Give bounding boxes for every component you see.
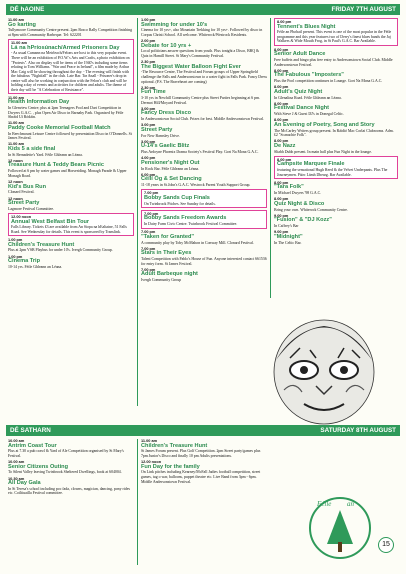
event-title: Quiz Night & Disco <box>274 200 325 207</box>
event-time: 8.00 pm <box>274 118 289 123</box>
event-time: 12 noon <box>8 196 23 201</box>
event-title: Céilí Óg & Set Dancing <box>141 176 202 183</box>
event-title: Paddy Cooke Memorial Football Match <box>8 124 111 131</box>
event-listing <box>141 210 267 229</box>
event-description: Talent Competition with Pablo's House of Fun. Anyone interested contact 661536 for entry form. St James Festival. <box>141 257 267 266</box>
event-time: 11.00 am <box>11 41 28 46</box>
event-time: 3.00 pm <box>141 123 156 128</box>
event-title: Kids 5 a side final <box>8 145 56 152</box>
event-title: Stars in Their Eyes <box>141 250 192 257</box>
event-listing <box>274 197 398 212</box>
event-title: Bobby Sands Freedom Awards <box>144 215 227 222</box>
event-time: 3.00 pm <box>141 139 156 144</box>
event-time: 11.00 am <box>141 439 158 443</box>
banner-day-irish: DÉ hAOINE <box>10 6 45 13</box>
event-description: Féile an Phobail present. This event is one of the most popular in the Féile programme and this year features two of Derry's finest blues bands the Jaj Walkers & Wide Mouth Frog, in St Paul's G.A.C. Bar Available. <box>277 30 392 44</box>
event-description: Clonard Festival. <box>8 190 35 195</box>
event-listing <box>274 139 398 154</box>
event-listing <box>141 86 267 105</box>
friday-column-2 <box>141 18 267 413</box>
event-listing <box>141 39 267 58</box>
event-description: In Dairy Farm Civic Centre. Twinbrook Festival Committee. <box>144 222 238 227</box>
event-title: The Fabulous "Imposters" <box>274 72 344 79</box>
event-time: 11.00 am <box>8 121 25 126</box>
event-time: 4.00 pm <box>141 156 156 161</box>
event-description: Plus at 2pm VSB Playbus for under 10's. Ivergh Community Group. <box>8 248 113 253</box>
event-description: In Michael Dwyers '98 G.A.C. <box>274 191 322 196</box>
event-listing <box>8 197 134 212</box>
friday-column-3 <box>274 18 398 298</box>
event-description: In Rock Bar. Féile Ghleann an Léana. <box>141 166 200 171</box>
event-title: Tennent's Blues Night <box>277 23 336 30</box>
event-listing <box>274 102 398 117</box>
saturday-banner <box>6 425 400 436</box>
event-listing <box>8 460 134 475</box>
event-listing <box>8 439 134 458</box>
event-listing <box>141 156 267 171</box>
event-time: 7.00 pm <box>144 211 159 216</box>
event-description: Tullymoore Community Centre present. 2pm Bosco Rally Competition finishing at 8pm with Community Barbeque. Tel: 622201 <box>8 28 133 37</box>
column-divider <box>270 18 271 298</box>
event-title: Lá na hPríosúnach/Armed Prisoners Day <box>11 44 120 51</box>
event-time: 11.00 am <box>8 95 25 100</box>
event-listing <box>8 121 134 140</box>
event-listing <box>8 180 134 195</box>
event-description: Plus the Pool competition continues in Lounge. Gort Na Mona G.A.C. <box>274 79 383 84</box>
event-title: An Evening of Poetry, Song and Story <box>274 121 375 128</box>
event-title: Debate for 10 yrs + <box>141 42 192 49</box>
event-time: 7.00 pm <box>141 267 156 272</box>
event-time: 8.00 pm <box>274 85 289 90</box>
event-description: On Link pitches including Kearney/McFall Jadies football competition, street games, tug o war, balloons, puppet theatre etc. Live Band from 3pm - 6pm. Middle Andersonstown Festival. <box>141 470 261 484</box>
event-time: 12 noon <box>8 158 23 163</box>
event-listing <box>8 18 134 37</box>
event-title: Children's Treasure Hunt <box>141 442 208 449</box>
event-title: Senior Citizens Outing <box>8 463 68 470</box>
event-listing <box>274 48 398 67</box>
event-description: To Silent Valley leaving Twinbrook Sheltered Dwellings, book at 604004. <box>8 470 122 475</box>
event-title: Senior Adult Dance <box>274 51 326 58</box>
event-description: With Steve J & Guest DJ's in Donegal Celtic. <box>274 112 344 117</box>
event-listing <box>8 142 134 157</box>
event-title: Treasure Hunt & Teddy Bears Picnic <box>8 162 104 169</box>
event-listing <box>8 255 134 270</box>
event-title: Antrim Coast Tour <box>8 442 57 449</box>
event-listing <box>8 39 134 94</box>
event-description: Plus Ardoyne Phoenix Drama Society's Festival Play. Gort Na Mona G.A.C. <box>141 150 259 155</box>
event-title: De Nazz <box>274 142 296 149</box>
event-time: 12 noon <box>8 180 23 184</box>
event-description: Followed at 6 pm by water games and Horseriding. Monagh Parade & Upper Monagh Road. <box>8 169 127 178</box>
event-title: Pensioner's Night Out <box>141 159 200 166</box>
event-listing <box>274 69 398 84</box>
event-time: 8.00 pm <box>274 180 289 185</box>
event-title: Annual West Belfast Bin Tour <box>11 218 90 225</box>
event-description: The McCarley Writers group present. In Ráidió Mac Corlai Clubrooms. Adm. £2 "Scanachie Folk". <box>274 128 394 138</box>
event-time: 2.30 pm <box>141 60 156 65</box>
saturday-column-2 <box>141 439 267 569</box>
event-time: 8.00 pm <box>277 157 292 162</box>
event-description: Local politicians answer questions from youth. Plus tonight a Disco, BBQ & Quiz in Hamill Street. St Mary's Community Festival. <box>141 49 259 58</box>
event-listing <box>8 213 134 236</box>
event-title: "Tara Folk" <box>274 184 304 191</box>
event-title: Cinema Trip <box>8 258 41 265</box>
event-listing <box>141 18 267 37</box>
event-description: - As usual Cumann na Meirleach/Felons are host to this very popular event. There will be an exhibition of P.O.W.'s Arts and Crafts, a photo exhibition on "Protests". Also on display will be items of the 1940's including some items relating to Tom Williams. "War and Peace in Ireland", a film made by Arthur Mac Caig will be showing throughout the day. - The evening will finish with the fabulous "Nightfall" in the club. Late Bar. Tar Anall - Prisoner's drop in centre will also be working in conjunction with the Felon's club and will be holding a day of events and activities for children and adults. The theme of their day will be "A Celebration of Resistance". <box>11 51 130 92</box>
event-description: featuring the sensational Hugh Reed & the Velvet Underpants. Plus The Journeymen. Páirc Lámh Dhearg. Bar Available. <box>277 168 388 177</box>
event-time: 1.00 pm <box>8 254 23 259</box>
event-listing <box>141 107 267 122</box>
event-listing <box>274 181 398 196</box>
event-listing <box>141 189 267 208</box>
event-title: Bobby Sands Cup Finals <box>144 194 210 201</box>
event-description: In Glenalina Road. Féile Ghleann an Léana. <box>274 95 342 100</box>
event-description: On Twinbrook Pitches. See Sunday for details. <box>144 201 216 206</box>
event-listing <box>141 60 267 84</box>
event-listing <box>274 18 398 46</box>
event-description: -The Resource Centre, The Festival and Forum groups of Upper Springfield challenge the Falls and Andersonstown to a water fight in Falls Park. Fancy Dress optional. (P.S. The Braveheart are coming) <box>141 70 267 84</box>
friday-column-1 <box>8 18 134 406</box>
event-time: 8.00 pm <box>274 47 289 52</box>
event-listing <box>8 96 134 120</box>
event-time: 10.00 am <box>8 460 25 465</box>
event-description: In Beechmount Leisure Centre followed by presentation Disco in O'Donnells. St James Festival. <box>8 131 132 141</box>
event-description: Falls Library. Tickets £3 are available from An Siopa na hEaltaine, 51 Falls Road. See Wednesday for details. This event is sponsored by Translink. <box>11 225 127 234</box>
event-time: 11.00 am <box>8 18 25 22</box>
banner-day-irish: DÉ SATHARN <box>10 427 51 434</box>
feile-an-phobail-logo <box>307 492 373 564</box>
event-title: Street Party <box>141 126 173 133</box>
event-time: 9.00 pm <box>274 230 289 235</box>
svg-text:Féile: Féile <box>317 500 332 508</box>
event-listing <box>274 118 398 137</box>
event-description: St James Forum present. Plus Golf Competition. 2pm Street party/games plus 7pm Junior's Disco and finally 10 pm Adults presentations. <box>141 449 261 458</box>
event-listing <box>141 230 267 245</box>
event-title: U-14's Gaelic Blitz <box>141 143 190 150</box>
event-listing <box>141 123 267 138</box>
event-listing <box>274 85 398 100</box>
event-time: 1.00 pm <box>141 18 156 22</box>
event-time: 9.00 pm <box>274 213 289 218</box>
event-listing <box>8 477 134 496</box>
banner-day-english: FRIDAY 7TH AUGUST <box>331 6 396 13</box>
event-time: 8.00 pm <box>274 68 289 73</box>
event-time: 8.00 pm <box>277 20 292 24</box>
event-description: Cinema for 10 yrs+, also Mountain Trekking for 10 yrs+. Followed by disco in Corpus Christi School. All welcome. Whiterock/Westrock Residents. <box>141 28 263 37</box>
event-listing <box>141 140 267 155</box>
event-title: All Day Gala <box>8 480 41 487</box>
svg-text:an: an <box>347 500 354 508</box>
event-description: Bring your own. Whiterock Community Centre. <box>274 207 348 212</box>
event-description: 3-10 yrs in Newhill Community Centre plus Street Parties beginning at 6 pm. Dermot Hill/Moyard Festival. <box>141 96 261 105</box>
event-time: 7.00 pm <box>144 191 159 196</box>
event-description: For New Barnsley Drive. <box>141 133 180 138</box>
event-title: Festival Dance Night <box>274 105 330 112</box>
event-listing <box>274 214 398 229</box>
event-description: Free buffets and bingo plus free entry to Andersonstown Social Club. Middle Andersonstown Festival. <box>274 57 393 67</box>
event-title: Fancy Dress Disco <box>141 110 192 117</box>
event-title: Health Information Day <box>8 99 70 106</box>
event-title: "Fusion" & "DJ Kozz" <box>274 217 332 224</box>
event-listing <box>141 268 267 283</box>
event-title: Children's Treasure Hunt <box>8 241 75 248</box>
event-description: In Andersonstown Social Club. Prizes for best. Middle Andersonstown Festival. <box>141 117 264 122</box>
event-description: In St Teresa's school including poc fada, clowns, magician, dancing, pony rides etc. Coiltiuailla Festival committee. <box>8 486 130 496</box>
event-description: In The Celtic Bar. <box>274 240 302 245</box>
event-title: Go karting <box>8 21 36 28</box>
event-listing <box>8 159 134 178</box>
event-title: "Taken for Granted" <box>141 233 195 240</box>
event-title: Kid's Bus Run <box>8 183 47 190</box>
event-time: 3.00 pm <box>141 106 156 111</box>
event-listing <box>141 439 267 458</box>
event-title: Fun Day for the family <box>141 463 200 470</box>
event-description: 11-18 years in St.John's G.A.C. Westrock Parent Youth Support Group. <box>141 183 251 188</box>
event-description: Sliabh Dubh present. In main hall plus Fun Night in the lounge. <box>274 149 372 154</box>
friday-banner <box>6 4 400 15</box>
saturday-column-1 <box>8 439 134 569</box>
event-time: 8.00 pm <box>274 139 289 144</box>
event-time: 8.00 pm <box>274 197 289 202</box>
event-listing <box>274 156 398 179</box>
event-title: "Midnight" <box>274 233 303 240</box>
event-listing <box>141 460 267 484</box>
event-title: Adult's Quiz Night <box>274 88 323 95</box>
event-description: In St Bernadette's Yard. Féile Ghleann an Léana. <box>8 152 83 157</box>
event-description: Plus at 7.30 a pub crawl & Yard of Ale Competition organised by St Mary's Festival. <box>8 449 124 458</box>
event-description: In Glenview Centre; plus at 2pm Teenagers Pool and Dart Competition in Dwyers G.A.C. , plus Open Air Disco in Barnaby Park. Organised by Féile Shráid Uí Ródáin. <box>8 106 124 120</box>
event-title: Street Party <box>8 200 40 207</box>
event-time: 11.00 am <box>8 142 25 147</box>
event-listing <box>141 247 267 266</box>
event-time: 7.00 pm <box>141 246 156 251</box>
event-description: A community play by Toby McMahon in Conway Mill. Clonard Festival. <box>141 240 254 245</box>
event-title: Campsite Marquee Finale <box>277 161 345 168</box>
event-time: 12.00 noon <box>11 215 32 220</box>
event-title: Fun Time <box>141 89 166 96</box>
event-title: Adult Barbeque night <box>141 271 198 278</box>
event-time: 12.00 noon <box>141 460 162 465</box>
column-divider <box>137 18 138 406</box>
event-title: Swimming for under 10's <box>141 21 208 28</box>
page-number: 15 <box>378 537 394 553</box>
banner-day-english: SATURDAY 8TH AUGUST <box>320 427 396 434</box>
event-time: 2.00 pm <box>141 39 156 44</box>
event-description: Lagmore Festival Committee. <box>8 206 55 211</box>
event-listing <box>274 230 398 245</box>
event-time: 10.00 am <box>8 439 25 443</box>
event-time: 2.30 pm <box>141 85 156 90</box>
event-title: The Biggest Water Balloon Fight Ever <box>141 63 241 70</box>
event-listing <box>141 173 267 188</box>
face-paint-child-photo <box>254 300 394 428</box>
event-time: 6.00 pm <box>141 172 156 177</box>
event-time: 7.00 pm <box>141 230 156 235</box>
event-time: 10.30 am <box>8 476 25 481</box>
event-time: 1.00 pm <box>8 238 23 243</box>
event-description: Ivergh Community Group <box>141 278 182 283</box>
event-description: 10-14 yrs. Féile Ghleann an Léana. <box>8 264 63 269</box>
event-description: In Caffrey's Bar <box>274 224 299 229</box>
event-listing <box>8 238 134 253</box>
column-divider <box>137 439 138 565</box>
event-time: 8.00 pm <box>274 101 289 106</box>
